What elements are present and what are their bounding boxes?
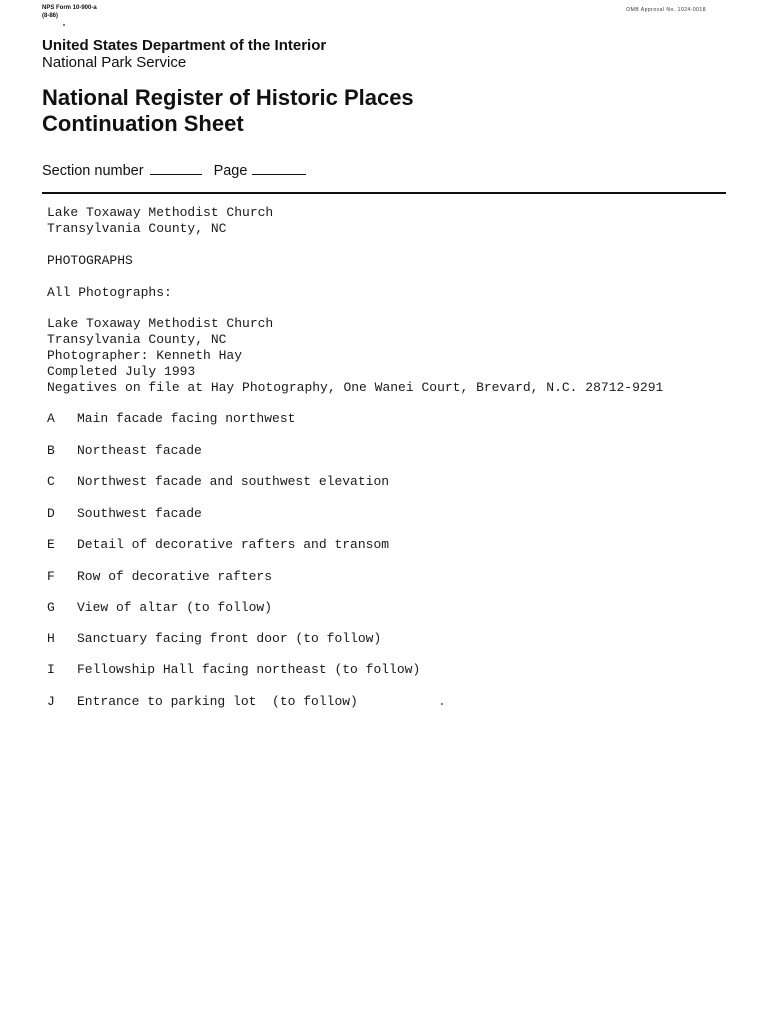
property-county: Transylvania County, NC	[47, 221, 227, 236]
photo-description: Main facade facing northwest	[77, 411, 296, 426]
agency-block	[42, 37, 326, 71]
photo-description: Entrance to parking lot (to follow)	[77, 694, 358, 709]
section-number-label: Section number	[42, 163, 144, 179]
photo-property-name: Lake Toxaway Methodist Church	[47, 316, 274, 331]
form-revision-line: (8-86)	[42, 13, 59, 19]
photo-letter: D	[47, 506, 55, 521]
department-name: United States Department of the Interior	[42, 37, 327, 54]
photo-letter: J	[47, 694, 55, 709]
photo-description: Detail of decorative rafters and transom	[77, 537, 390, 552]
photo-description: View of altar (to follow)	[77, 600, 273, 615]
section-page-row	[42, 162, 542, 179]
negatives-line: Negatives on file at Hay Photography, One Wanei Court, Brevard, N.C. 28712-9291	[47, 380, 664, 395]
photo-letter: H	[47, 631, 55, 646]
photo-description: Southwest facade	[77, 506, 202, 521]
photographer-line: Photographer: Kenneth Hay	[47, 348, 243, 363]
all-photographs-label: All Photographs:	[47, 285, 172, 300]
photo-item	[47, 631, 381, 646]
photo-letter: I	[47, 662, 55, 677]
photo-letter: A	[47, 411, 55, 426]
title-line-1: National Register of Historic Places	[42, 85, 414, 110]
photo-letter: C	[47, 474, 55, 489]
scan-speck	[63, 24, 65, 26]
page-label: Page	[213, 163, 248, 179]
photo-letter: F	[47, 569, 55, 584]
title-line-2: Continuation Sheet	[42, 111, 244, 136]
photo-description: Northwest facade and southwest elevation	[77, 474, 390, 489]
completed-line: Completed July 1993	[47, 364, 196, 379]
photo-description: Sanctuary facing front door (to follow)	[77, 631, 382, 646]
form-number	[42, 4, 97, 20]
photo-item	[47, 537, 389, 552]
photo-item	[47, 600, 272, 615]
form-number-line: NPS Form 10-900-a	[42, 5, 97, 11]
photo-description: Northeast facade	[77, 443, 202, 458]
service-name: National Park Service	[42, 54, 187, 71]
section-number-field	[150, 162, 202, 175]
photographs-heading: PHOTOGRAPHS	[47, 253, 133, 268]
photo-letter: G	[47, 600, 55, 615]
page-field	[252, 162, 306, 175]
photo-item	[47, 506, 202, 521]
property-name: Lake Toxaway Methodist Church	[47, 205, 274, 220]
photo-item	[47, 474, 389, 489]
photo-item	[47, 443, 202, 458]
photo-item	[47, 569, 272, 584]
photo-property-county: Transylvania County, NC	[47, 332, 227, 347]
photo-item	[47, 662, 420, 677]
page-title	[42, 85, 414, 137]
scan-speck	[441, 703, 443, 705]
photo-letter: E	[47, 537, 55, 552]
photo-description: Fellowship Hall facing northeast (to follow)	[77, 662, 421, 677]
photo-item	[47, 411, 295, 426]
photo-item	[47, 694, 358, 709]
photo-description: Row of decorative rafters	[77, 569, 273, 584]
photo-letter: B	[47, 443, 55, 458]
header-rule	[42, 192, 726, 194]
omb-number: OMB Approval No. 1024-0018	[626, 7, 706, 13]
